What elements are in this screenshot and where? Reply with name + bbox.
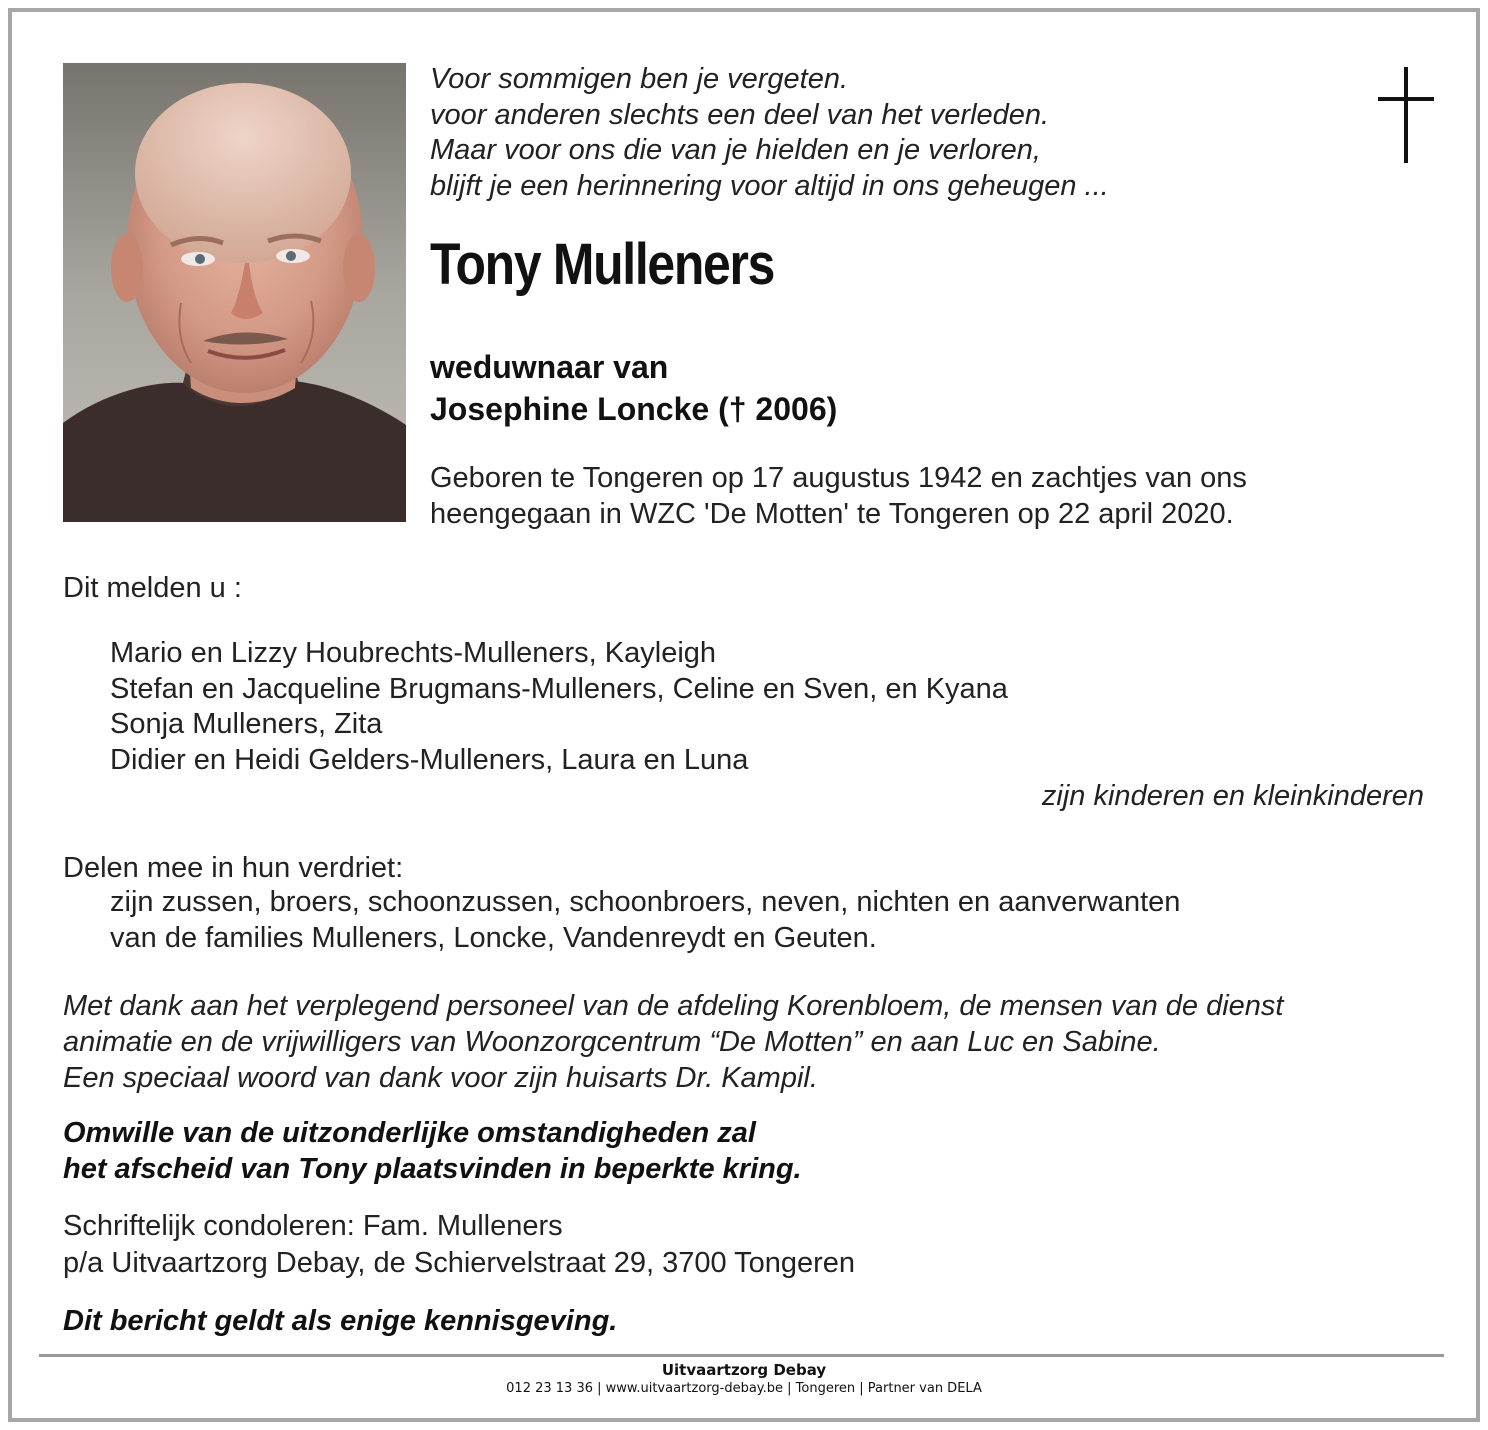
birth-death-text (430, 460, 1247, 532)
list-item: Sonja Mulleners, Zita (110, 708, 383, 740)
share-line: van de families Mulleners, Loncke, Vandenreydt en Geuten. (110, 922, 877, 954)
birth-line: Geboren te Tongeren op 17 augustus 1942 en zachtjes van ons (430, 462, 1247, 494)
thanks-line: Met dank aan het verplegend personeel van de afdeling Korenbloem, de mensen van de dienst (63, 990, 1284, 1022)
final-notice: Dit bericht geldt als enige kennisgeving. (63, 1305, 618, 1337)
children-list (110, 636, 1008, 778)
thanks-line: animatie en de vrijwilligers van Woonzorgcentrum “De Motten” en aan Luc en Sabine. (63, 1026, 1161, 1058)
condolence-line: Schriftelijk condoleren: Fam. Mulleners (63, 1210, 563, 1242)
list-item: Mario en Lizzy Houbrechts-Mulleners, Kayleigh (110, 637, 717, 669)
death-line: heengegaan in WZC 'De Motten' te Tongeren op 22 april 2020. (430, 498, 1234, 530)
poem-line: voor anderen slechts een deel van het verleden. (430, 98, 1050, 131)
list-item: Didier en Heidi Gelders-Mulleners, Laura en Luna (110, 743, 749, 776)
funeral-company-name: Uitvaartzorg Debay (661, 1361, 827, 1379)
spouse-name: Josephine Loncke († 2006) (430, 391, 838, 427)
share-title: Delen mee in hun verdriet: (63, 852, 404, 884)
children-caption: zijn kinderen en kleinkinderen (1041, 780, 1424, 812)
poem-line: Maar voor ons die van je hielden en je verloren, (430, 134, 1041, 166)
widower-of (430, 346, 837, 430)
restricted-farewell-notice (63, 1115, 802, 1187)
thanks-text (63, 988, 1283, 1096)
footer-divider (39, 1354, 1444, 1357)
deceased-name: Tony Mulleners (430, 232, 775, 297)
notice-line: het afscheid van Tony plaatsvinden in beperkte kring. (63, 1153, 802, 1185)
share-line: zijn zussen, broers, schoonzussen, schoonbroers, neven, nichten en aanverwanten (110, 886, 1181, 918)
poem-line: Voor sommigen ben je vergeten. (430, 63, 849, 95)
thanks-line: Een speciaal woord van dank voor zijn huisarts Dr. Kampil. (63, 1062, 818, 1094)
condolence-line: p/a Uitvaartzorg Debay, de Schiervelstraat 29, 3700 Tongeren (63, 1247, 856, 1279)
condolence-address (63, 1208, 855, 1282)
poem-line: blijft je een herinnering voor altijd in ons geheugen ... (430, 169, 1109, 202)
memorial-poem (430, 62, 1330, 204)
share-lines (110, 884, 1180, 956)
notice-line: Omwille van de uitzonderlijke omstandigheden zal (63, 1117, 756, 1149)
obituary-card (8, 8, 1480, 1422)
list-item: Stefan en Jacqueline Brugmans-Mulleners, Celine en Sven, en Kyana (110, 672, 1008, 705)
cross-vertical (1404, 67, 1408, 163)
portrait-illustration (63, 63, 406, 522)
announce-label: Dit melden u : (63, 572, 242, 604)
funeral-company-info: 012 23 13 36 | www.uitvaartzorg-debay.be | Tongeren | Partner van DELA (506, 1381, 982, 1396)
cross-horizontal (1378, 97, 1434, 101)
portrait-photo (63, 63, 406, 522)
widower-label: weduwnaar van (430, 349, 669, 385)
